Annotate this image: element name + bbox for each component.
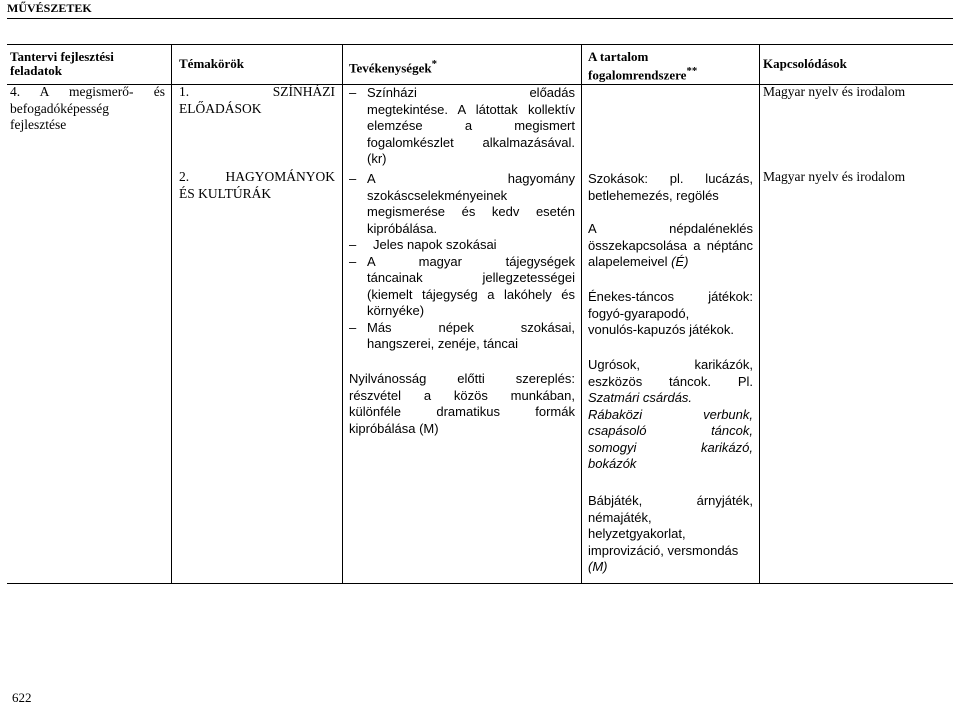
footnote-star: * <box>431 58 437 70</box>
activity-block-3: Nyilvánosság előtti szereplés: részvétel a közös munkában, különféle dramatikus formák kipróbálása (M) <box>349 371 575 436</box>
content-block-2: A népdaléneklés összekapcsolása a néptánc alapelemeivel (É) <box>588 221 753 269</box>
col-divider-4 <box>759 45 760 583</box>
link-2: Magyar nyelv és irodalom <box>763 169 906 184</box>
dash-bullet: – <box>349 319 357 335</box>
link-1: Magyar nyelv és irodalom <box>763 84 906 99</box>
col-header-tasks: Tantervi fejlesztési feladatok <box>10 49 114 78</box>
content-block-4: Ugrósok, karikázók, eszközös táncok. Pl. Szatmári csárdás. Rábaközi verbunk, csapásoló táncok, somogyi karikázó, bokázók <box>588 357 753 471</box>
page-header: MŰVÉSZETEK <box>7 0 953 19</box>
curriculum-table <box>7 44 953 584</box>
col-divider-2 <box>342 45 343 583</box>
col-divider-1 <box>171 45 172 583</box>
dash-bullet: – <box>349 237 357 252</box>
content-block-3: Énekes-táncos játékok: fogyó-gyarapodó, vonulós-kapuzós játékok. <box>588 289 753 337</box>
task-cell: 4. A megismerő- és befogadóképesség fejlesztése <box>10 84 165 132</box>
page-number: 622 <box>12 690 32 705</box>
dash-bullet: – <box>349 253 357 269</box>
col-divider-3 <box>581 45 582 583</box>
dash-bullet: – <box>349 85 357 100</box>
col-header-content: A tartalom fogalomrendszere** <box>588 49 698 83</box>
content-block-1: Szokások: pl. lucázás, betlehemezés, regölés <box>588 171 753 203</box>
col-header-links: Kapcsolódások <box>763 56 847 71</box>
col-header-topics: Témakörök <box>179 56 244 71</box>
topic-1: 1. SZÍNHÁZI ELŐADÁSOK <box>179 84 335 116</box>
col-header-activities: Tevékenységek* <box>349 58 437 76</box>
activity-block-2: – A hagyomány szokáscselekményeinek megismerése és kedv esetén kipróbálása. – Jeles napok szokásai – A magyar tájegységek táncainak jellegzetességei (kiemelt tájegység a lakóhely és környéke) – Más népek szokásai, hangszerei, zenéje, táncai <box>349 171 575 351</box>
content-block-5: Bábjáték, árnyjáték, némajáték, helyzetgyakorlat, improvizáció, versmondás (M) <box>588 493 753 574</box>
dash-bullet: – <box>349 171 357 186</box>
footnote-double-star: ** <box>686 65 698 77</box>
topic-2: 2. HAGYOMÁNYOK ÉS KULTÚRÁK <box>179 169 335 201</box>
activity-block-1: – Színházi előadás megtekintése. A látottak kollektív elemzése a megismert fogalomkészlet alkalmazásával. (kr) <box>349 85 575 166</box>
